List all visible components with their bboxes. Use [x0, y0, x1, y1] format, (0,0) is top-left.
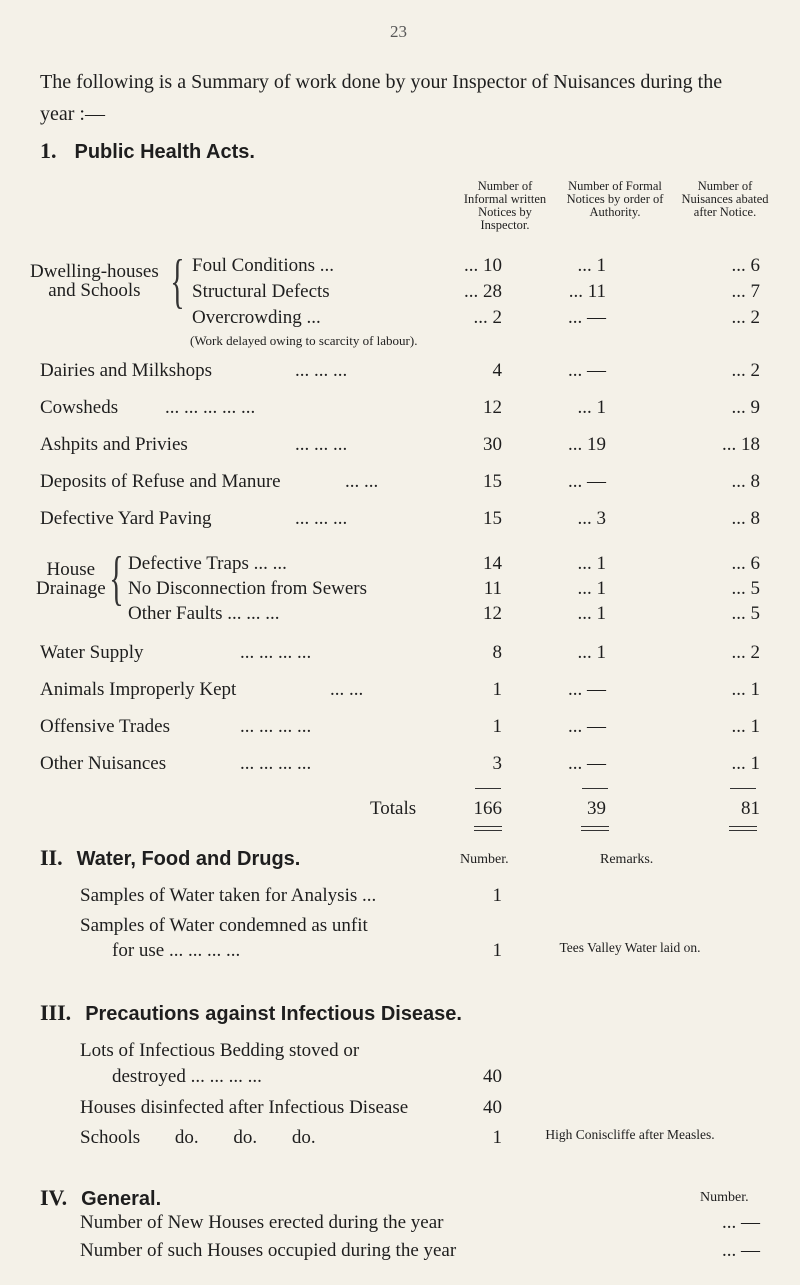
- cell-informal: 4: [492, 360, 502, 381]
- row-dots: ... ... ... ...: [240, 716, 312, 737]
- cell-informal: 12: [483, 397, 502, 418]
- cell-abated: ... 1: [731, 753, 760, 774]
- cell-abated: ... 6: [731, 553, 760, 574]
- sec2-row-value: 1: [492, 885, 502, 906]
- row-dots: ... ...: [345, 471, 379, 492]
- group-label-line: and Schools: [48, 280, 141, 301]
- row-label: Cowsheds: [40, 397, 119, 418]
- cell-informal: 1: [492, 679, 502, 700]
- cell-formal: ... —: [568, 307, 606, 328]
- cell-formal: ... 19: [568, 434, 606, 455]
- sec3-row-label: Schools do. do. do.: [80, 1127, 316, 1148]
- cell-abated: ... 7: [731, 281, 760, 302]
- sec3-remarks: High Coniscliffe after Measles.: [545, 1127, 715, 1142]
- row-dots: ... ... ...: [295, 434, 348, 455]
- cell-abated: ... 8: [731, 508, 760, 529]
- group-label-line: Drainage: [36, 578, 106, 599]
- cell-informal: 30: [483, 434, 502, 455]
- col-header-number: Number.: [460, 852, 509, 867]
- cell-informal: 8: [492, 642, 502, 663]
- sum-rule: [730, 788, 756, 789]
- cell-informal: ... 2: [473, 307, 502, 328]
- section-title: General.: [81, 1188, 162, 1210]
- col-header-remarks: Remarks.: [600, 852, 654, 867]
- dwelling-row-label: Foul Conditions ...: [192, 255, 334, 276]
- sec4-row-value: ... —: [722, 1240, 760, 1261]
- row-dots: ... ... ... ...: [240, 642, 312, 663]
- cell-formal: ... 1: [577, 642, 606, 663]
- row-label: Water Supply: [40, 642, 144, 663]
- col-header-number: Number.: [700, 1190, 749, 1205]
- row-label: Ashpits and Privies: [40, 434, 188, 455]
- row-label: Dairies and Milkshops: [40, 360, 213, 381]
- sec4-row-label: Number of New Houses erected during the year: [80, 1212, 444, 1233]
- cell-formal: ... —: [568, 753, 606, 774]
- sum-rule: [582, 788, 608, 789]
- cell-abated: ... 18: [722, 434, 760, 455]
- sec2-row-label: for use ... ... ... ...: [112, 940, 241, 961]
- sec3-row-label: destroyed ... ... ... ...: [112, 1066, 262, 1087]
- col-header-formal: Number of Formal Notices by order of Authority.: [566, 179, 664, 219]
- brace-symbol: {: [109, 545, 124, 611]
- row-label: Offensive Trades: [40, 716, 171, 737]
- totals-label: Totals: [370, 798, 417, 819]
- group-label-dwelling: [30, 262, 159, 300]
- group-label-line: Dwelling-houses: [30, 261, 159, 282]
- cell-formal: ... 1: [577, 553, 606, 574]
- cell-formal: ... —: [568, 360, 606, 381]
- group-label-line: House: [46, 559, 96, 580]
- cell-abated: ... 5: [731, 578, 760, 599]
- row-dots: ... ... ...: [295, 360, 348, 381]
- dwelling-row-label: Overcrowding ...: [192, 307, 321, 328]
- cell-abated: ... 6: [731, 255, 760, 276]
- cell-informal: 11: [483, 578, 502, 599]
- section-1-heading: [40, 138, 255, 164]
- cell-formal: ... 1: [577, 578, 606, 599]
- cell-formal: ... —: [568, 471, 606, 492]
- sec2-row-value: 1: [492, 940, 502, 961]
- cell-abated: ... 2: [731, 307, 760, 328]
- section-2-heading: [40, 845, 300, 871]
- sec2-remarks: Tees Valley Water laid on.: [559, 940, 701, 955]
- sec3-row-label: Houses disinfected after Infectious Disease: [80, 1097, 409, 1118]
- drainage-row-label: No Disconnection from Sewers: [128, 578, 368, 599]
- cell-abated: ... 1: [731, 716, 760, 737]
- total-double-rule: [581, 826, 609, 831]
- brace-symbol: {: [170, 248, 185, 314]
- cell-informal: 12: [483, 603, 502, 624]
- cell-formal: ... 1: [577, 397, 606, 418]
- row-label: Deposits of Refuse and Manure: [40, 471, 281, 492]
- total-informal: 166: [473, 798, 502, 819]
- row-dots: ... ... ... ... ...: [165, 397, 256, 418]
- sum-rule: [475, 788, 501, 789]
- section-4-heading: [40, 1185, 161, 1211]
- section-number: III.: [40, 1000, 72, 1025]
- dwelling-note: (Work delayed owing to scarcity of labour).: [190, 333, 418, 348]
- row-label: Other Nuisances: [40, 753, 167, 774]
- row-label: Animals Improperly Kept: [40, 679, 237, 700]
- sec3-row-value: 40: [483, 1066, 502, 1087]
- drainage-row-label: Other Faults ... ... ...: [128, 603, 280, 624]
- col-header-informal: Number of Informal written Notices by Inspector.: [463, 179, 547, 232]
- sec3-row-value: 40: [483, 1097, 502, 1118]
- intro-paragraph: The following is a Summary of work done by your Inspector of Nuisances during the year :—: [40, 71, 723, 125]
- cell-formal: ... 3: [577, 508, 606, 529]
- sec4-row-label: Number of such Houses occupied during the year: [80, 1240, 457, 1261]
- sec2-row-label: Samples of Water taken for Analysis ...: [80, 885, 377, 906]
- cell-abated: ... 1: [731, 679, 760, 700]
- cell-informal: 1: [492, 716, 502, 737]
- section-number: II.: [40, 845, 63, 870]
- row-dots: ... ... ... ...: [240, 753, 312, 774]
- sec3-row-label: Lots of Infectious Bedding stoved or: [80, 1040, 360, 1061]
- sec3-row-value: 1: [492, 1127, 502, 1148]
- dwelling-row-label: Structural Defects: [192, 281, 330, 302]
- page-number: 23: [390, 22, 407, 41]
- row-label: Defective Yard Paving: [40, 508, 212, 529]
- total-abated: 81: [741, 798, 760, 819]
- cell-formal: ... 1: [577, 603, 606, 624]
- section-3-heading: [40, 1000, 462, 1026]
- col-header-abated: Number of Nuisances abated after Notice.: [681, 179, 769, 219]
- section-title: Precautions against Infectious Disease.: [85, 1003, 462, 1025]
- total-double-rule: [729, 826, 757, 831]
- cell-informal: 3: [492, 753, 502, 774]
- cell-abated: ... 2: [731, 360, 760, 381]
- cell-informal: ... 10: [464, 255, 502, 276]
- drainage-row-label: Defective Traps ... ...: [128, 553, 287, 574]
- cell-abated: ... 2: [731, 642, 760, 663]
- cell-formal: ... —: [568, 679, 606, 700]
- cell-formal: ... 11: [568, 281, 606, 302]
- cell-informal: 14: [483, 553, 502, 574]
- section-number: 1.: [40, 138, 57, 163]
- total-formal: 39: [587, 798, 606, 819]
- section-number: IV.: [40, 1185, 68, 1210]
- total-double-rule: [474, 826, 502, 831]
- cell-informal: 15: [483, 471, 502, 492]
- cell-abated: ... 8: [731, 471, 760, 492]
- cell-abated: ... 9: [731, 397, 760, 418]
- section-title: Water, Food and Drugs.: [76, 848, 301, 870]
- cell-informal: 15: [483, 508, 502, 529]
- cell-abated: ... 5: [731, 603, 760, 624]
- cell-informal: ... 28: [464, 281, 502, 302]
- cell-formal: ... —: [568, 716, 606, 737]
- group-label-drainage: [36, 560, 106, 598]
- section-title: Public Health Acts.: [74, 141, 255, 163]
- row-dots: ... ...: [330, 679, 364, 700]
- cell-formal: ... 1: [577, 255, 606, 276]
- sec2-row-label: Samples of Water condemned as unfit: [80, 915, 368, 936]
- sec4-row-value: ... —: [722, 1212, 760, 1233]
- row-dots: ... ... ...: [295, 508, 348, 529]
